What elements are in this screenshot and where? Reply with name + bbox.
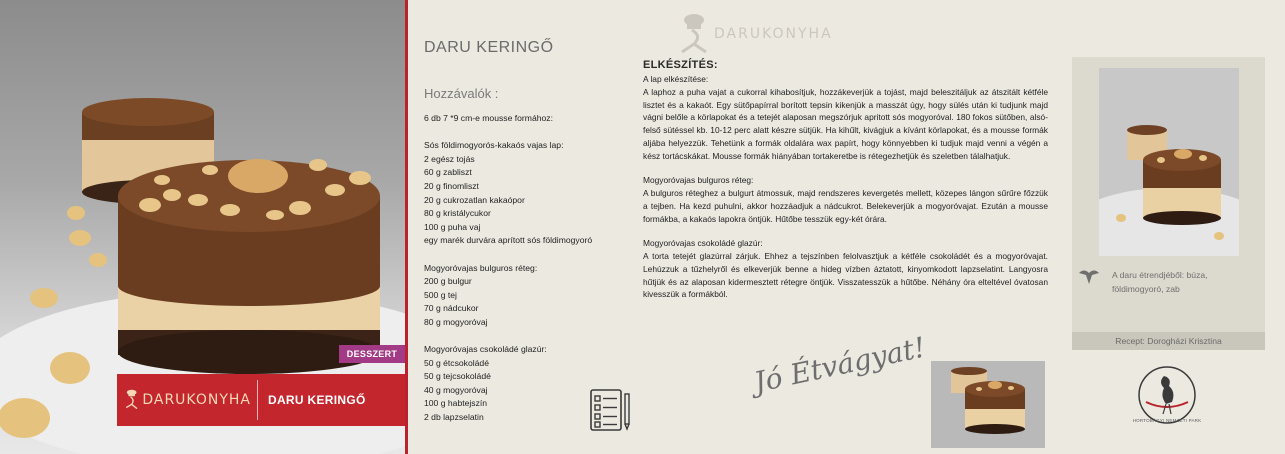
ingredient-line: 20 g finomliszt — [424, 180, 479, 191]
brand-logo-text: DARUKONYHA — [142, 392, 251, 408]
ingredient-line: 500 g tej — [424, 289, 457, 300]
checklist-icon — [588, 388, 632, 432]
panel-divider — [405, 0, 408, 454]
ingredient-line: 60 g zabliszt — [424, 167, 472, 178]
chef-crane-logo-icon — [123, 380, 140, 420]
watermark-text: DARUKONYHA — [714, 26, 833, 42]
ingredient-line: Sós földimogyorós-kakaós vajas lap: — [424, 140, 564, 151]
small-dessert-illustration — [931, 361, 1045, 448]
category-badge: DESSZERT — [339, 345, 405, 363]
brand-bar — [117, 374, 405, 426]
ingredients-list — [424, 112, 634, 425]
method-section — [643, 59, 1048, 313]
method-step-title: A lap elkészítése: — [643, 74, 709, 84]
ingredient-spacer — [424, 126, 634, 140]
method-step-title: Mogyoróvajas csokoládé glazúr: — [643, 238, 763, 249]
ingredient-line: 6 db 7 *9 cm-e mousse formához: — [424, 113, 553, 123]
ingredient-line: 100 g puha vaj — [424, 221, 481, 232]
ingredient-line: 50 g tejcsokoládé — [424, 371, 491, 382]
method-step-text: A laphoz a puha vajat a cukorral kihabosítjuk, hozzákeverjük a tojást, majd beleszitáljuk az átszitált kétféle lisztet és a kakaót. Egy sütőpapírral borított tepsin kikenjük a masszát úgy, hogy sülés után ki tudjunk majd vágni belőle a körlapokat és a tetejét alaposan megszórjuk apritott sós mogyoróval. 180 fokos sütőben, alsó-felső sütéssel kb. 10-12 perc alatt készre sütjük. Ha kihűlt, kivágjuk a kívánt körlapokat, és a mousse formák aljába helyezzük. Tehetünk a formák oldalára wax papírt, hogy könnyebben ki tudjuk majd venni a végén a kész tortácskákat. Mousse formák hiányában tortakeretbe is rétegezhetjük és szeletben tálalhatjuk. — [643, 86, 1048, 161]
recipe-credit: Recept: Dorogházi Krisztina — [1072, 332, 1265, 350]
ingredient-line: 20 g cukrozatlan kakaópor — [424, 194, 525, 205]
ingredient-spacer — [424, 330, 634, 344]
ingredient-line: 2 egész tojás — [424, 153, 475, 164]
info-card — [1072, 57, 1265, 350]
brand-separator — [257, 380, 258, 420]
recipe-title: DARU KERINGŐ — [424, 39, 554, 56]
chef-crane-watermark-icon — [676, 12, 712, 56]
park-logo-text: HORTOBÁGYI NEMZETI PARK — [1132, 418, 1202, 423]
ingredient-line: Mogyoróvajas bulguros réteg: — [424, 262, 538, 273]
watermark-logo — [676, 12, 836, 56]
brand-recipe-title: DARU KERINGŐ — [268, 393, 366, 407]
method-step-text: A bulguros réteghez a bulgurt átmossuk, majd rendszeres kevergetés mellett, közepes lángon sűrűre főzzük a tejben. Ha kezd puhulni, akkor hozzáadjuk a nádcukrot. Belekeverjük a mogyoróvajat. Ezután a mousse formákba, a kakaós lapokra öntjük. Hűtőbe tesszük egy-két órára. — [643, 188, 1048, 224]
ingredient-line: 200 g bulgur — [424, 276, 472, 287]
method-step-bulgur — [643, 174, 1048, 225]
card-dessert-photo — [1099, 68, 1239, 256]
method-step-glaze — [643, 237, 1048, 301]
ingredient-line: 40 g mogyoróvaj — [424, 384, 488, 395]
method-step-title: Mogyoróvajas bulguros réteg: — [643, 175, 754, 186]
ingredient-line: 2 db lapzselatin — [424, 412, 484, 423]
ingredient-line: 100 g habtejszín — [424, 398, 488, 409]
crane-icon — [1078, 267, 1100, 285]
ingredients-heading: Hozzávalók : — [424, 86, 499, 101]
small-dessert-photo — [931, 361, 1045, 448]
ingredient-line: Mogyoróvajas csokoládé glazúr: — [424, 344, 547, 355]
brand-logo — [117, 374, 251, 426]
park-crane-emblem-icon — [1136, 364, 1198, 426]
method-heading: ELKÉSZÍTÉS: — [643, 59, 718, 71]
greeting-script: Jó Étvágyat! — [751, 330, 929, 399]
card-dessert-illustration — [1099, 68, 1239, 256]
ingredient-line: 80 g kristálycukor — [424, 208, 491, 219]
ingredient-line: 80 g mogyoróvaj — [424, 316, 488, 327]
method-step-base — [643, 73, 1048, 162]
ingredient-line: 70 g nádcukor — [424, 303, 479, 314]
ingredient-line: 50 g étcsokoládé — [424, 357, 489, 368]
ingredient-line: egy marék durvára aprított sós földimogyoró — [424, 235, 593, 246]
method-step-text: A torta tetejét glazúrral zárjuk. Ehhez a tejszínben felolvasztjuk a kétféle csokoládét és a mogyoróvajat. Lehúzzuk a tűzhelyről és elkeverjük benne a hideg vízben áztatott, kinyomkodott lapzselatint. Langyosra hűtjük és az alaposan kidermesztett rétegre öntjük. Visszatesszük a hűtőbe. Néhány óra elteltével óvatosan kivesszük a formákból. — [643, 251, 1048, 300]
diet-info: A daru étrendjéből: búza, földimogyoró, zab — [1112, 270, 1208, 294]
ingredient-spacer — [424, 248, 634, 262]
